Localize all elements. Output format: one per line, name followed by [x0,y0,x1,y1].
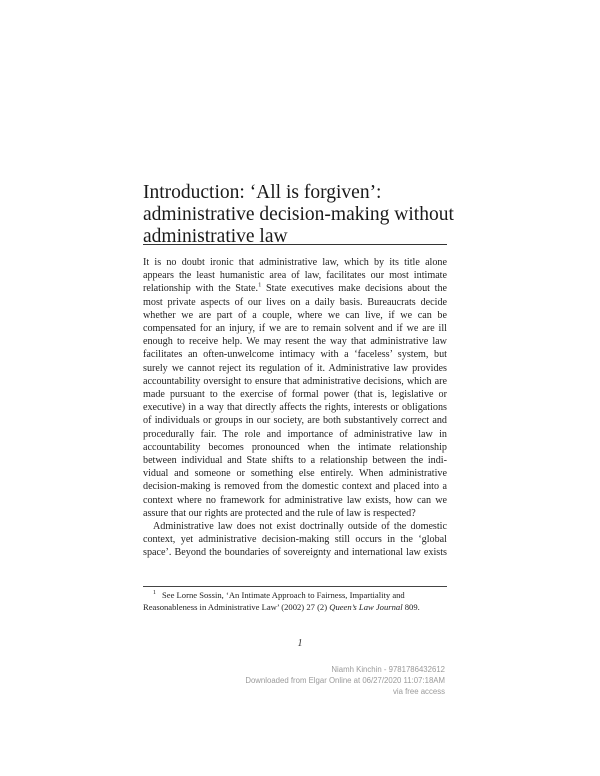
chapter-title [143,182,463,248]
body-line-segment: relationship with the State. [143,283,259,295]
paragraph-2 [143,520,447,560]
body-line: made pursuant to the exercise of formal power (that is, legislative or [143,389,447,401]
body-line: accountability becomes pronounced when the intimate relationship [143,441,447,453]
body-line: whether we are part of a couple, where we can live, if we can be [143,309,447,321]
footnote-number: 1 [153,590,156,597]
footnote [143,590,447,613]
download-watermark [245,664,445,697]
body-line: between individual and State shifts to a relationship between the indi- [143,455,447,467]
body-line: accountability oversight to ensure that administrative decisions, which are [143,375,447,387]
body-text [143,256,447,560]
body-line-segment: appears the least humanistic area of law, facilitates our most intimate [143,270,447,282]
paragraph-1 [143,256,447,520]
body-line: It is no doubt ironic that administrative law, which by its title alone [143,257,447,268]
body-line: context, yet administrative decision-making still occurs in the ‘global [143,534,447,546]
watermark-line-2: Downloaded from Elgar Online at 06/27/2020 11:07:18AM [245,676,445,685]
body-line: enough to receive help. We may resent the way that administrative law [143,336,447,348]
journal-title: Queen’s Law Journal [329,601,403,612]
footnote-text: Reasonableness in Administrative Law’ (2002) 27 (2) [143,601,330,612]
body-line: vidual and someone or something else entirely. When administrative [143,468,447,480]
body-line [143,269,447,282]
footnote-divider [143,586,447,587]
body-line: Administrative law does not exist doctrinally outside of the domestic [153,521,447,533]
body-line: executive) in a way that directly affects the rights, interests or obligations [143,402,447,414]
footnote-reference[interactable]: 1 [258,282,262,290]
page-number: 1 [297,638,303,649]
chapter-title-line-1: Introduction: ‘All is forgiven’: [143,182,382,203]
body-line: context where no framework for administrative law exists, how can we [143,494,447,506]
body-line: of individuals or groups in our society, are both substantively correct and [143,415,447,427]
watermark-line-1: Niamh Kinchin - 9781786432612 [331,665,445,674]
watermark-line-3: via free access [392,687,445,696]
title-divider [143,244,447,245]
body-line: surely we cannot reject its regulation of it. Administrative law provides [143,362,447,374]
body-line: procedurally fair. The role and importance of administrative law in [143,428,447,440]
body-line [143,282,447,295]
body-line: assure that our rights are protected and the rule of law is respected? [143,507,416,519]
body-line: facilitates an often-unwelcome intimacy with a ‘faceless’ system, but [143,349,447,361]
body-line: decision-making is removed from the domestic context and placed into a [143,481,447,493]
chapter-title-line-3: administrative law [143,226,288,247]
footnote-text: 809. [402,601,420,612]
footnote-text: See Lorne Sossin, ‘An Intimate Approach to Fairness, Impartiality and [162,590,405,600]
footnote-line-2 [143,602,447,614]
body-line: compensated for an injury, if we are to remain solvent and if we are ill [143,323,447,335]
body-line: space’. Beyond the boundaries of sovereignty and international law exists [143,547,447,559]
body-line-segment: State executives make decisions about the [266,283,448,295]
chapter-title-line-2: administrative decision-making without [143,204,454,225]
body-line: most private aspects of our lives on a daily basis. Bureaucrats decide [143,296,447,308]
footnote-line-1 [143,590,447,602]
